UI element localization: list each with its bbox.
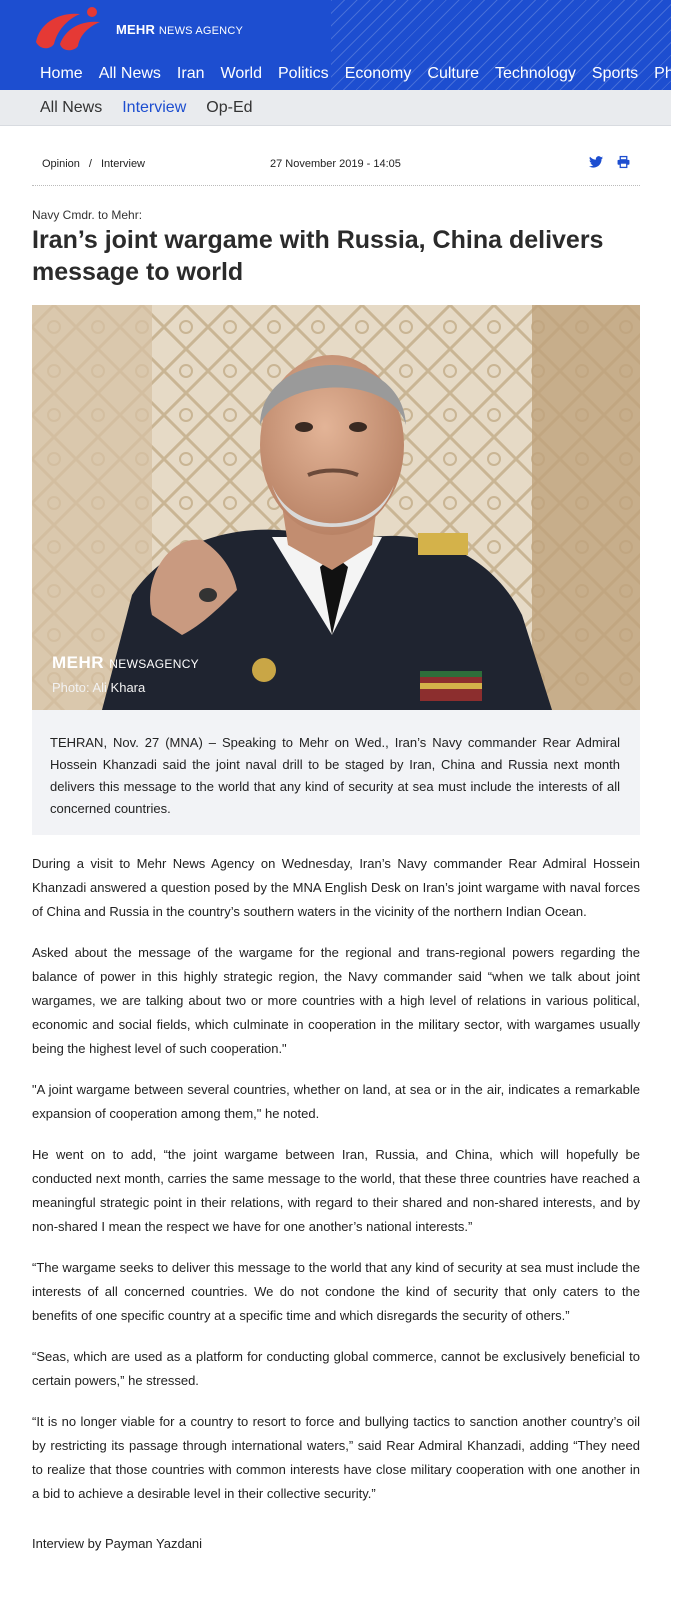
nav-home[interactable]: Home bbox=[40, 65, 83, 82]
subnav-interview[interactable]: Interview bbox=[122, 99, 187, 116]
article-overtitle: Navy Cmdr. to Mehr: bbox=[32, 208, 143, 222]
photo-credit: Photo: Ali Khara bbox=[52, 680, 146, 695]
subnav-all-news[interactable]: All News bbox=[40, 99, 103, 116]
mehr-logo-icon bbox=[30, 4, 108, 54]
article-paragraph: “The wargame seeks to deliver this message to the world that any kind of security at sea must include the interests of all concerned countries. We do not condone the kind of security that only caters to the benefits of one specific country at a specific time and which disregards the security of others.” bbox=[32, 1260, 640, 1323]
main-nav bbox=[0, 60, 674, 90]
breadcrumb-opinion[interactable]: Opinion bbox=[42, 158, 80, 170]
article-lead: TEHRAN, Nov. 27 (MNA) – Speaking to Mehr on Wed., Iran’s Navy commander Rear Admiral Hossein Khanzadi said the joint naval drill to be staged by Iran, China and Russia next month delivers this message to the world that any kind of security at sea must include the interests of all concerned countries. bbox=[32, 710, 640, 835]
nav-world[interactable]: World bbox=[220, 65, 262, 82]
admiral-photo-illustration bbox=[32, 305, 640, 710]
breadcrumb bbox=[42, 158, 145, 170]
article-author: Interview by Payman Yazdani bbox=[32, 1536, 203, 1551]
twitter-icon[interactable] bbox=[589, 156, 603, 168]
article-title: Iran’s joint wargame with Russia, China delivers message to world bbox=[32, 226, 604, 286]
publish-date: 27 November 2019 - 14:05 bbox=[270, 158, 401, 170]
photo-watermark: MEHR NEWSAGENCY bbox=[52, 653, 199, 672]
nav-iran[interactable]: Iran bbox=[176, 65, 205, 82]
breadcrumb-interview[interactable]: Interview bbox=[100, 158, 146, 170]
logo-text: MEHR NEWS AGENCY bbox=[116, 21, 243, 37]
article-paragraph: “Seas, which are used as a platform for conducting global commerce, cannot be exclusively beneficial to certain powers,” he stressed. bbox=[32, 1349, 640, 1388]
site-header bbox=[0, 0, 674, 90]
article-body bbox=[32, 852, 640, 1523]
share-tools bbox=[589, 156, 630, 168]
nav-economy[interactable]: Economy bbox=[344, 65, 412, 82]
nav-culture[interactable]: Culture bbox=[427, 65, 479, 82]
print-icon[interactable] bbox=[617, 156, 630, 168]
subnav-op-ed[interactable]: Op-Ed bbox=[206, 99, 253, 116]
nav-technology[interactable]: Technology bbox=[494, 65, 576, 82]
breadcrumb-separator: / bbox=[88, 158, 92, 170]
nav-sports[interactable]: Sports bbox=[591, 65, 639, 82]
nav-photo[interactable]: Ph bbox=[654, 65, 674, 82]
article-paragraph: Asked about the message of the wargame for the regional and trans-regional powers regarding the balance of power in this highly strategic region, the Navy commander said “when we talk about joint wargames, we are talking about two or more countries with a high level of relations in various political, economic and social fields, which culminate in cooperation in the military sector, with wargames usually being the highest level of such cooperation." bbox=[32, 945, 640, 1056]
article-paragraph: During a visit to Mehr News Agency on Wednesday, Iran’s Navy commander Rear Admiral Hossein Khanzadi answered a question posed by the MNA English Desk on Iran’s joint wargame with naval forces of China and Russia in the country’s southern waters in the vicinity of the northern Indian Ocean. bbox=[32, 856, 640, 919]
article-paragraph: “It is no longer viable for a country to resort to force and bullying tactics to sanction another country’s oil by restricting its passage through international waters,” said Rear Admiral Khanzadi, adding “They need to realize that those countries with common interests have close military cooperation with one another in a bid to achieve a desirable level in their collective security.” bbox=[32, 1414, 640, 1501]
article-paragraph: He went on to add, “the joint wargame between Iran, Russia, and China, which will hopefully be conducted next month, carries the same message to the world, that these three countries have reached a meaningful strategic point in their relations, with regard to their shared and non-shared interests, and by non-shared I mean the respect we have for one another’s national interests.” bbox=[32, 1147, 640, 1234]
nav-all-news[interactable]: All News bbox=[98, 65, 161, 82]
nav-politics[interactable]: Politics bbox=[278, 65, 329, 82]
article-meta bbox=[32, 150, 640, 186]
article-photo bbox=[32, 305, 640, 710]
site-logo[interactable] bbox=[30, 4, 243, 54]
sub-nav bbox=[0, 90, 671, 126]
article-paragraph: "A joint wargame between several countries, whether on land, at sea or in the air, indicates a remarkable expansion of cooperation among them," he noted. bbox=[32, 1082, 640, 1121]
